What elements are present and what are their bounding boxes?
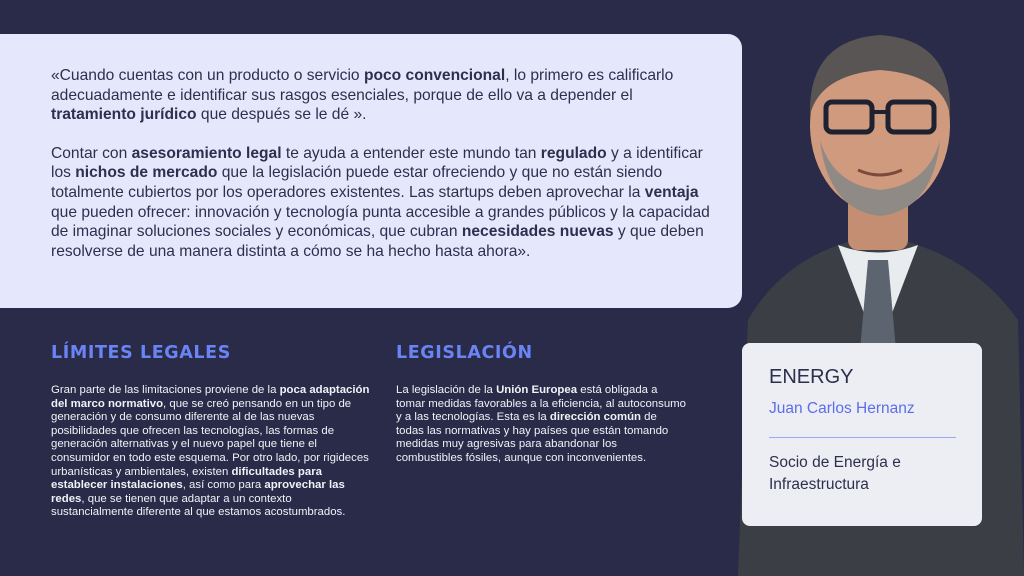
emphasis-text: poca adaptación del marco normativo [51,384,370,410]
text-run: y a identificar los [51,144,703,182]
text-run: , que se creó pensando en un tipo de generación y de consumo diferente al de las nuevas posibilidades que ofrecen las tecnologías, las formas de generación alternativas y el nuevo papel que tiene el consumidor en todo este esquema. Por otro lado, por rigideces urbanísticas y ambientales, existen [51,397,369,478]
limites-legales-section [51,342,376,520]
text-run: que después se le dé ». [196,106,367,124]
text-run: , lo primero es calificarlo adecuadamente e identificar sus rasgos esenciales, porque de ello va a depender el [51,67,674,104]
text-run: , así como para [182,479,265,492]
text-run: te ayuda a entender este mundo tan [281,144,541,162]
emphasis-text: Unión Europea [496,384,578,396]
emphasis-text: poco convencional [363,67,506,84]
legislacion-title: LEGISLACIÓN [396,343,533,363]
emphasis-text: regulado [540,144,607,162]
emphasis-text: aprovechar las redes [51,479,345,505]
text-run: Contar con [51,144,132,162]
limites-legales-title: LÍMITES LEGALES [51,343,231,363]
text-run: y que deben resolverse de una manera distinta a cómo se ha hecho hasta ahora». [51,223,704,260]
text-run: está obligada a tomar medidas favorables a la eficiencia, al autoconsumo y a las tecnologías. Esta es la [396,384,686,424]
emphasis-text: dificultades para establecer instalaciones [51,465,322,492]
text-run: Gran parte de las limitaciones proviene de la [51,384,280,396]
emphasis-text: nichos de mercado [75,164,218,182]
profile-card [742,343,982,526]
legislacion-body [396,384,686,466]
person-name: Juan Carlos Hernanz [769,400,915,417]
emphasis-text: necesidades nuevas [461,223,614,241]
text-run: de todas las normativas y hay países que están tomando medidas muy agresivas para abandonar los combustibles fósiles, aunque con inconvenientes. [396,411,669,464]
quote-paragraph-1 [51,66,712,125]
quote-paragraph-2 [51,144,712,262]
limites-legales-body [51,384,376,520]
category-label: ENERGY [769,366,854,388]
emphasis-text: dirección común [549,411,642,424]
text-run: , que se tienen que adaptar a un contexto sustancialmente diferente al que estamos acostumbrados. [51,492,346,519]
emphasis-text: tratamiento jurídico [51,106,197,124]
divider [769,437,956,438]
emphasis-text: ventaja [644,183,699,201]
person-role: Socio de Energía e Infraestructura [769,454,901,493]
legislacion-section [396,342,686,466]
emphasis-text: asesoramiento legal [131,144,282,162]
text-run: «Cuando cuentas con un producto o servicio [51,67,364,84]
quote-card [0,34,742,308]
text-run: que pueden ofrecer: innovación y tecnología punta accesible a grandes públicos y la capacidad de imaginar soluciones sociales y económicas, que cubran [51,203,710,241]
text-run: que la legislación puede estar ofreciendo y que no están siendo totalmente cubiertos por los operadores existentes. Las startups deben aprovechar la [51,164,663,201]
text-run: La legislación de la [396,384,497,396]
